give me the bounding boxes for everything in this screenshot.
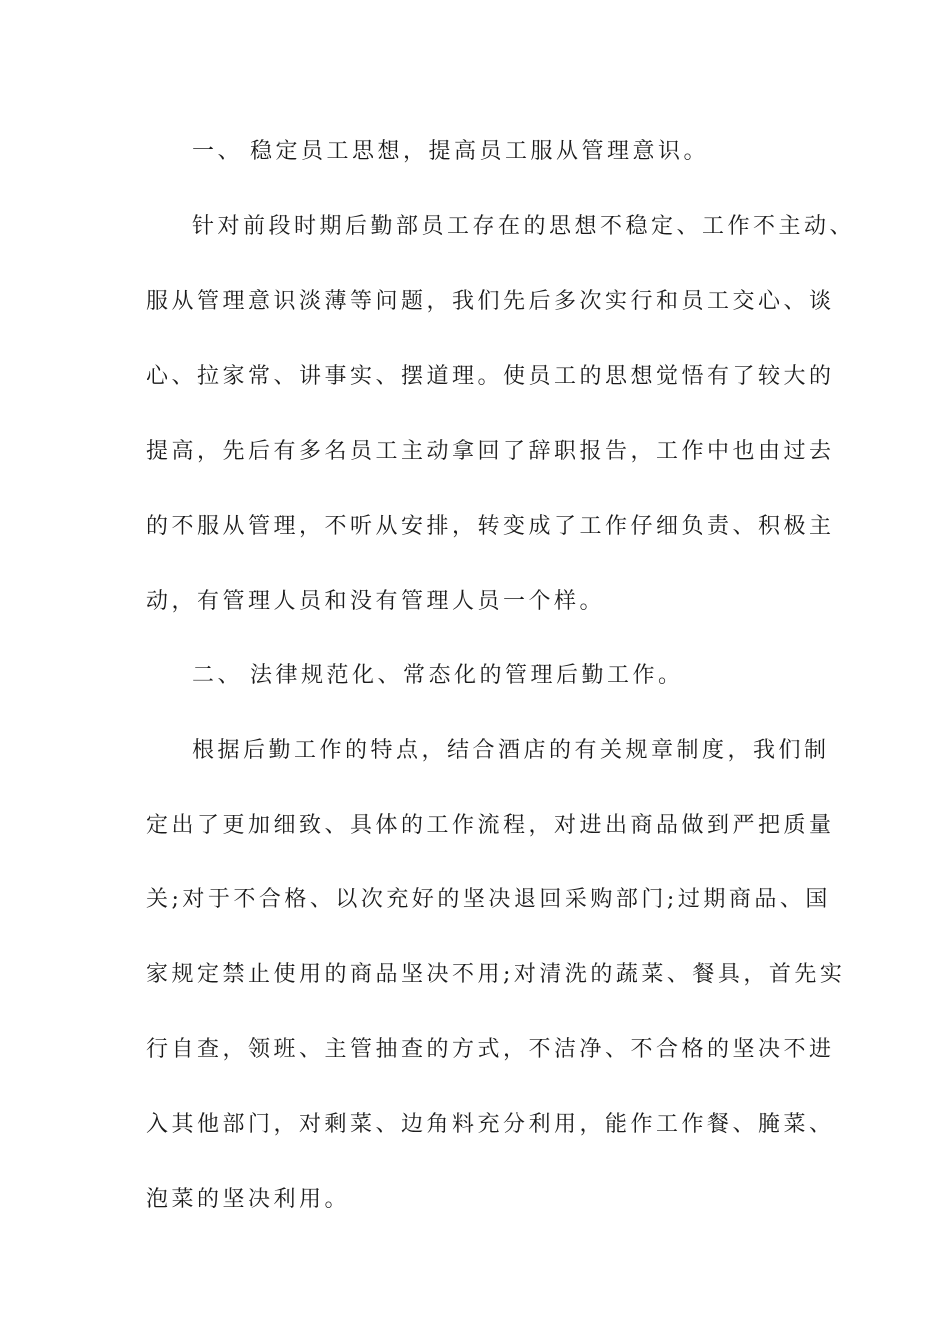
section-2-number: 二、 bbox=[192, 663, 244, 688]
paragraph-line: 家规定禁止使用的商品坚决不用;对清洗的蔬菜、餐具，首先实 bbox=[146, 962, 846, 987]
paragraph-line: 行自查，领班、主管抽查的方式，不洁净、不合格的坚决不进 bbox=[146, 1037, 835, 1062]
section-1-title: 稳定员工思想，提高员工服从管理意识。 bbox=[250, 139, 710, 164]
paragraph-line: 服从管理意识淡薄等问题，我们先后多次实行和员工交心、谈 bbox=[146, 289, 835, 314]
paragraph-line: 提高，先后有多名员工主动拿回了辞职报告，工作中也由过去 bbox=[146, 439, 835, 464]
section-1-number: 一、 bbox=[192, 139, 244, 164]
paragraph-line: 根据后勤工作的特点，结合酒店的有关规章制度，我们制 bbox=[192, 738, 830, 763]
paragraph-line: 动，有管理人员和没有管理人员一个样。 bbox=[146, 589, 606, 614]
paragraph-line: 心、拉家常、讲事实、摆道理。使员工的思想觉悟有了较大的 bbox=[146, 364, 835, 389]
paragraph-line: 的不服从管理，不听从安排，转变成了工作仔细负责、积极主 bbox=[146, 514, 835, 539]
section-2-heading bbox=[192, 661, 872, 691]
section-2-title: 法律规范化、常态化的管理后勤工作。 bbox=[250, 663, 684, 688]
paragraph-line: 泡菜的坚决利用。 bbox=[146, 1187, 351, 1212]
section-1-heading bbox=[192, 137, 872, 167]
paragraph-line: 入其他部门，对剩菜、边角料充分利用，能作工作餐、腌菜、 bbox=[146, 1112, 835, 1137]
paragraph-line: 针对前段时期后勤部员工存在的思想不稳定、工作不主动、 bbox=[192, 214, 856, 239]
paragraph-line: 关;对于不合格、以次充好的坚决退回采购部门;过期商品、国 bbox=[146, 887, 831, 912]
paragraph-line: 定出了更加细致、具体的工作流程，对进出商品做到严把质量 bbox=[146, 813, 835, 838]
